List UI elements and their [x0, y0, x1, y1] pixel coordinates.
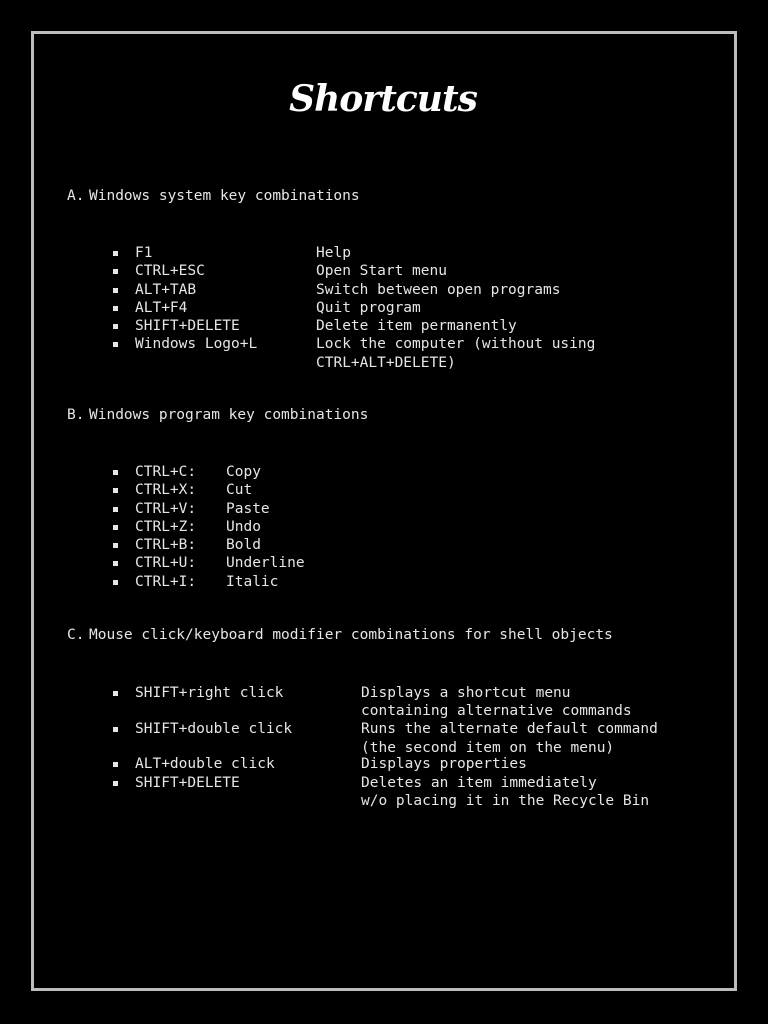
shortcut-desc — [316, 244, 351, 262]
shortcut-key: SHIFT+DELETE — [135, 774, 240, 791]
page-title: Shortcuts — [289, 78, 477, 120]
bullet-icon — [113, 543, 118, 548]
desc-line: Switch between open programs — [316, 281, 561, 298]
desc-line: Help — [316, 245, 351, 261]
list-item — [0, 244, 351, 262]
section-c-letter: C. — [67, 627, 85, 643]
shortcut-desc — [226, 573, 278, 591]
desc-line: Underline — [226, 555, 305, 572]
shortcut-desc — [226, 500, 270, 518]
list-item — [0, 500, 270, 518]
shortcut-desc — [361, 684, 632, 721]
shortcut-key: CTRL+I: — [135, 573, 197, 590]
list-item — [0, 281, 561, 299]
list-item — [0, 299, 421, 317]
bullet-icon — [113, 269, 118, 274]
shortcut-desc — [316, 262, 447, 280]
section-b-heading — [67, 407, 368, 423]
section-c-title: Mouse click/keyboard modifier combinations for shell objects — [89, 627, 613, 643]
bullet-icon — [113, 488, 118, 493]
bullet-icon — [113, 727, 118, 732]
desc-line: Quit program — [316, 299, 421, 316]
section-b-list — [0, 463, 305, 591]
section-b-title: Windows program key combinations — [89, 407, 369, 423]
section-c-heading — [67, 627, 613, 643]
shortcut-desc — [361, 755, 527, 773]
shortcut-desc — [316, 335, 595, 372]
bullet-icon — [113, 691, 118, 696]
shortcut-key: CTRL+U: — [135, 555, 197, 572]
bullet-icon — [113, 324, 118, 329]
shortcut-key: F1 — [135, 245, 153, 261]
shortcut-desc — [316, 317, 517, 335]
desc-line: w/o placing it in the Recycle Bin — [361, 792, 650, 809]
bullet-icon — [113, 251, 118, 256]
desc-line: Paste — [226, 500, 270, 517]
desc-line: CTRL+ALT+DELETE) — [316, 354, 456, 371]
shortcut-key: Windows Logo+L — [135, 336, 258, 353]
list-item — [0, 262, 447, 280]
desc-line: Bold — [226, 537, 261, 554]
shortcut-key: CTRL+Z: — [135, 518, 197, 535]
shortcut-desc — [316, 299, 421, 317]
section-a-title: Windows system key combinations — [89, 188, 360, 204]
desc-line: Deletes an item immediately — [361, 774, 597, 791]
desc-line: containing alternative commands — [361, 703, 632, 720]
desc-line: Open Start menu — [316, 263, 447, 280]
shortcut-key: ALT+F4 — [135, 299, 188, 316]
shortcut-key: ALT+TAB — [135, 281, 197, 298]
list-item — [0, 463, 261, 481]
section-c-list — [0, 684, 658, 810]
list-item — [0, 573, 279, 591]
shortcut-key: CTRL+B: — [135, 537, 197, 554]
bullet-icon — [113, 470, 118, 475]
bullet-icon — [113, 288, 118, 293]
shortcut-desc — [226, 554, 305, 572]
desc-line: Cut — [226, 482, 253, 499]
shortcut-desc — [226, 536, 261, 554]
list-item — [0, 481, 253, 499]
list-item — [0, 536, 261, 554]
desc-line: Lock the computer (without using — [316, 336, 596, 353]
list-item — [0, 518, 261, 536]
desc-line: Copy — [226, 464, 261, 480]
shortcut-desc — [361, 720, 658, 757]
shortcut-key: SHIFT+right click — [135, 685, 284, 701]
shortcut-key: CTRL+C: — [135, 464, 197, 480]
shortcut-key: CTRL+V: — [135, 500, 197, 517]
desc-line: Undo — [226, 518, 261, 535]
bullet-icon — [113, 781, 118, 786]
list-item — [0, 774, 650, 811]
shortcut-key: SHIFT+DELETE — [135, 318, 240, 335]
section-a-list — [0, 244, 596, 372]
shortcut-key: SHIFT+double click — [135, 721, 293, 738]
desc-line: Runs the alternate default command — [361, 721, 658, 738]
list-item — [0, 720, 658, 756]
desc-line: (the second item on the menu) — [361, 739, 615, 756]
list-item — [0, 335, 596, 372]
shortcut-desc — [361, 774, 649, 811]
shortcut-desc — [226, 518, 261, 536]
shortcut-desc — [226, 463, 261, 481]
list-item — [0, 554, 305, 572]
desc-line: Displays a shortcut menu — [361, 685, 571, 701]
list-item — [0, 755, 527, 774]
bullet-icon — [113, 762, 118, 767]
shortcut-key: CTRL+X: — [135, 482, 197, 499]
section-a-heading — [67, 188, 360, 204]
desc-line: Displays properties — [361, 755, 527, 772]
shortcut-desc — [316, 281, 560, 299]
list-item — [0, 684, 632, 720]
list-item — [0, 317, 517, 335]
section-b-letter: B. — [67, 407, 85, 423]
section-a-letter: A. — [67, 188, 85, 204]
desc-line: Italic — [226, 573, 279, 590]
bullet-icon — [113, 525, 118, 530]
desc-line: Delete item permanently — [316, 318, 517, 335]
bullet-icon — [113, 580, 118, 585]
shortcut-key: ALT+double click — [135, 755, 275, 772]
bullet-icon — [113, 507, 118, 512]
shortcut-key: CTRL+ESC — [135, 263, 205, 280]
shortcut-desc — [226, 481, 252, 499]
bullet-icon — [113, 561, 118, 566]
bullet-icon — [113, 306, 118, 311]
bullet-icon — [113, 342, 118, 347]
